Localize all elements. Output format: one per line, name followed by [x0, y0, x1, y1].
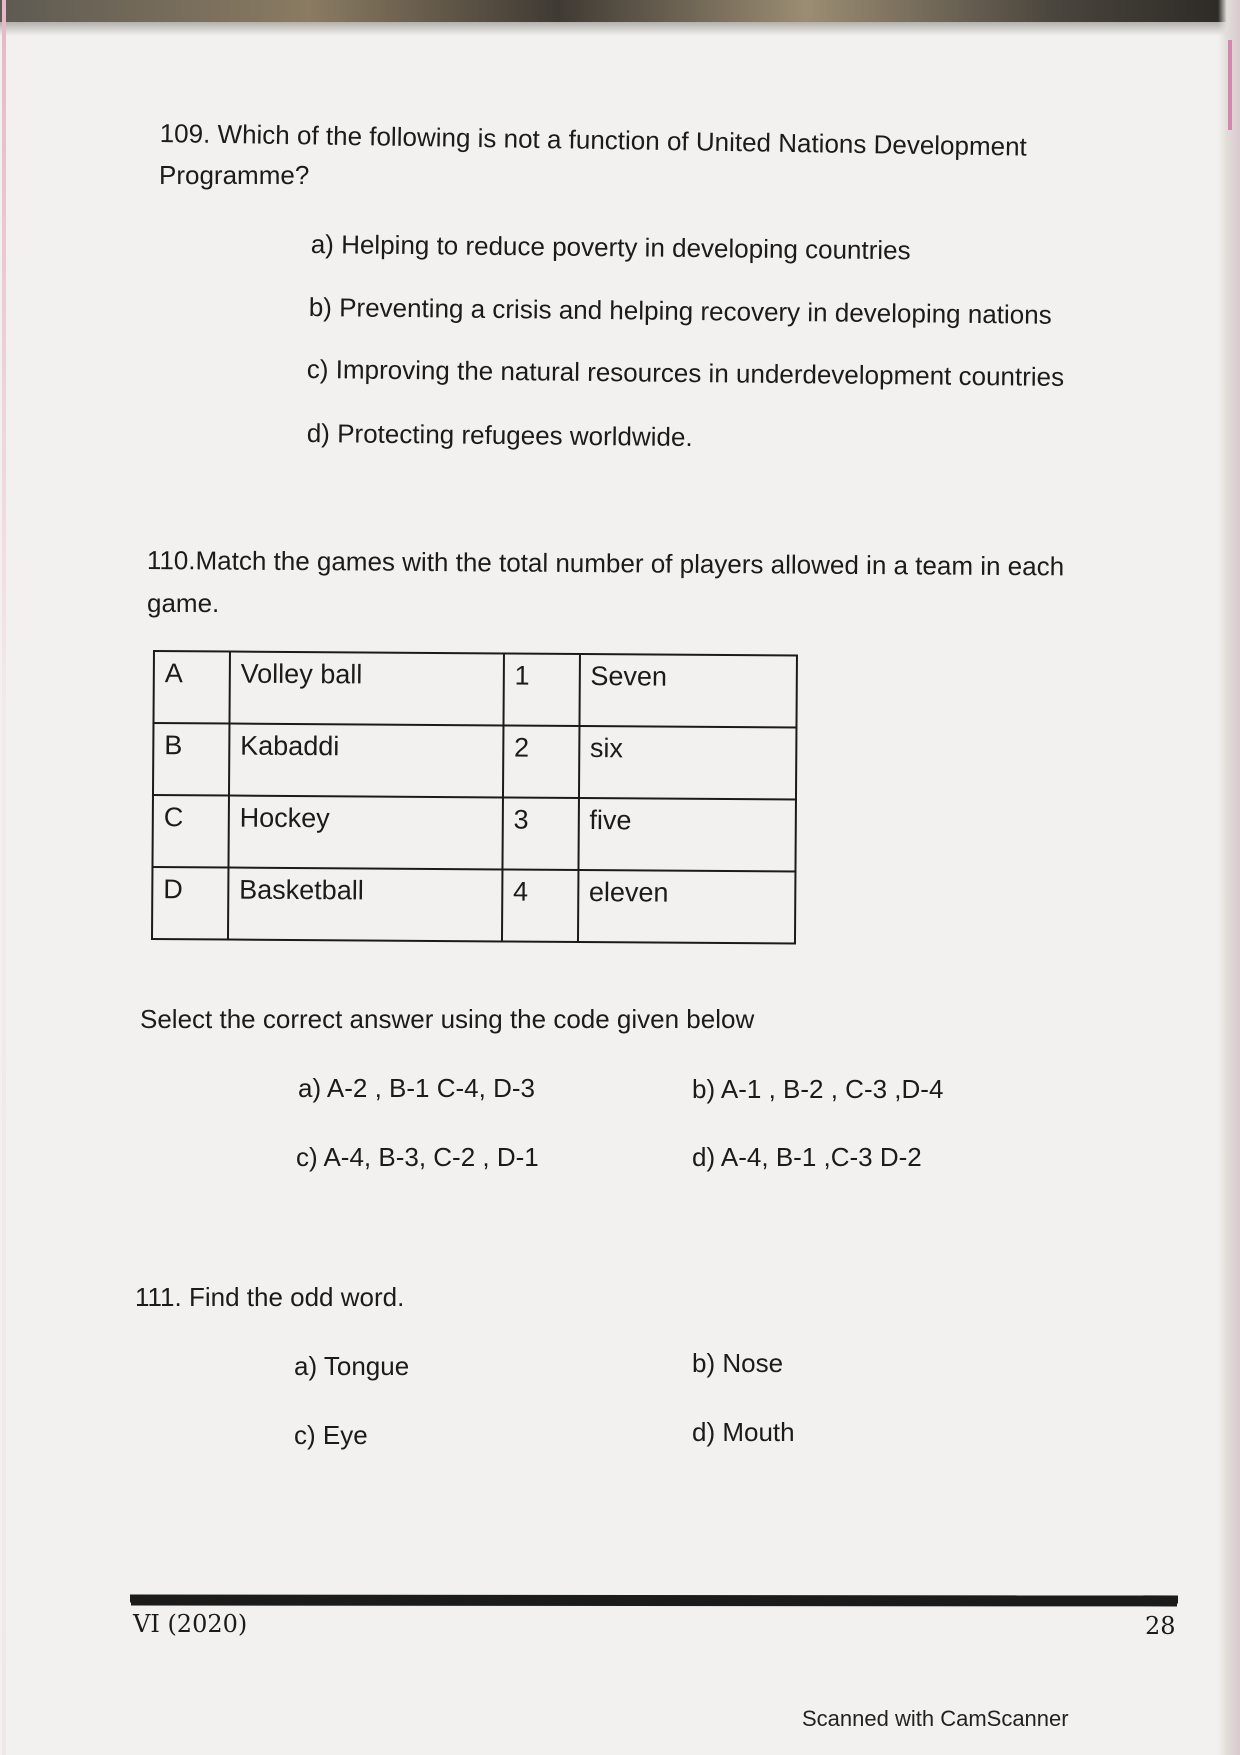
scanner-watermark: Scanned with CamScanner: [802, 1706, 1069, 1731]
q110-option-c: c) A-4, B-3, C-2 , D-1: [296, 1142, 539, 1172]
scan-top-edge: [0, 0, 1240, 22]
table-cell-count: eleven: [578, 870, 796, 944]
footer-class-year: VI (2020): [133, 1610, 248, 1638]
table-cell-key: C: [152, 795, 228, 868]
scan-right-edge: [1218, 0, 1240, 1755]
table-row: [153, 723, 796, 799]
table-cell-key: D: [152, 867, 228, 940]
table-cell-count: five: [578, 798, 796, 872]
q109-stem-line2: Programme?: [159, 160, 310, 190]
table-cell-game: Volley ball: [229, 652, 503, 726]
table-cell-count: Seven: [579, 654, 797, 728]
q110-instruction: Select the correct answer using the code given below: [140, 1004, 755, 1034]
table-cell-count: six: [579, 726, 797, 800]
table-cell-game: Basketball: [228, 868, 502, 942]
q110-option-b: b) A-1 , B-2 , C-3 ,D-4: [692, 1074, 944, 1104]
scan-right-mark: [1228, 40, 1232, 130]
match-table: [151, 650, 798, 944]
q111-option-a: a) Tongue: [294, 1351, 410, 1381]
footer-rule: [130, 1595, 1178, 1604]
page-number: 28: [1145, 1612, 1176, 1640]
q110-option-d: d) A-4, B-1 ,C-3 D-2: [692, 1142, 922, 1172]
q110-stem-line2: game.: [147, 588, 220, 618]
table-cell-game: Kabaddi: [229, 724, 503, 798]
table-cell-game: Hockey: [228, 796, 502, 870]
q110-stem-line1: 110.Match the games with the total number of players allowed in a team in each: [146, 544, 1065, 582]
table-cell-number: 2: [503, 725, 579, 798]
q109-option-a: a) Helping to reduce poverty in developing countries: [310, 228, 911, 266]
table-row: [153, 651, 796, 727]
q109-option-b: b) Preventing a crisis and helping recovery in developing nations: [308, 291, 1052, 330]
table-row: [152, 795, 795, 871]
table-row: [152, 867, 795, 943]
q109-option-d: d) Protecting refugees worldwide.: [306, 417, 693, 453]
scan-left-edge: [2, 0, 6, 1755]
scan-top-shadow: [0, 22, 1240, 36]
table-cell-key: B: [153, 723, 229, 796]
q111-option-c: c) Eye: [294, 1420, 368, 1450]
q109-stem-line1: 109. Which of the following is not a function of United Nations Development: [159, 117, 1028, 162]
q110-option-a: a) A-2 , B-1 C-4, D-3: [298, 1073, 535, 1103]
q109-option-c: c) Improving the natural resources in underdevelopment countries: [306, 353, 1065, 392]
q111-stem: 111. Find the odd word.: [135, 1282, 405, 1312]
table-cell-key: A: [153, 651, 229, 724]
table-cell-number: 3: [502, 797, 578, 870]
q111-option-d: d) Mouth: [692, 1417, 795, 1447]
table-cell-number: 1: [503, 653, 579, 726]
q111-option-b: b) Nose: [692, 1348, 784, 1378]
table-cell-number: 4: [502, 869, 578, 942]
